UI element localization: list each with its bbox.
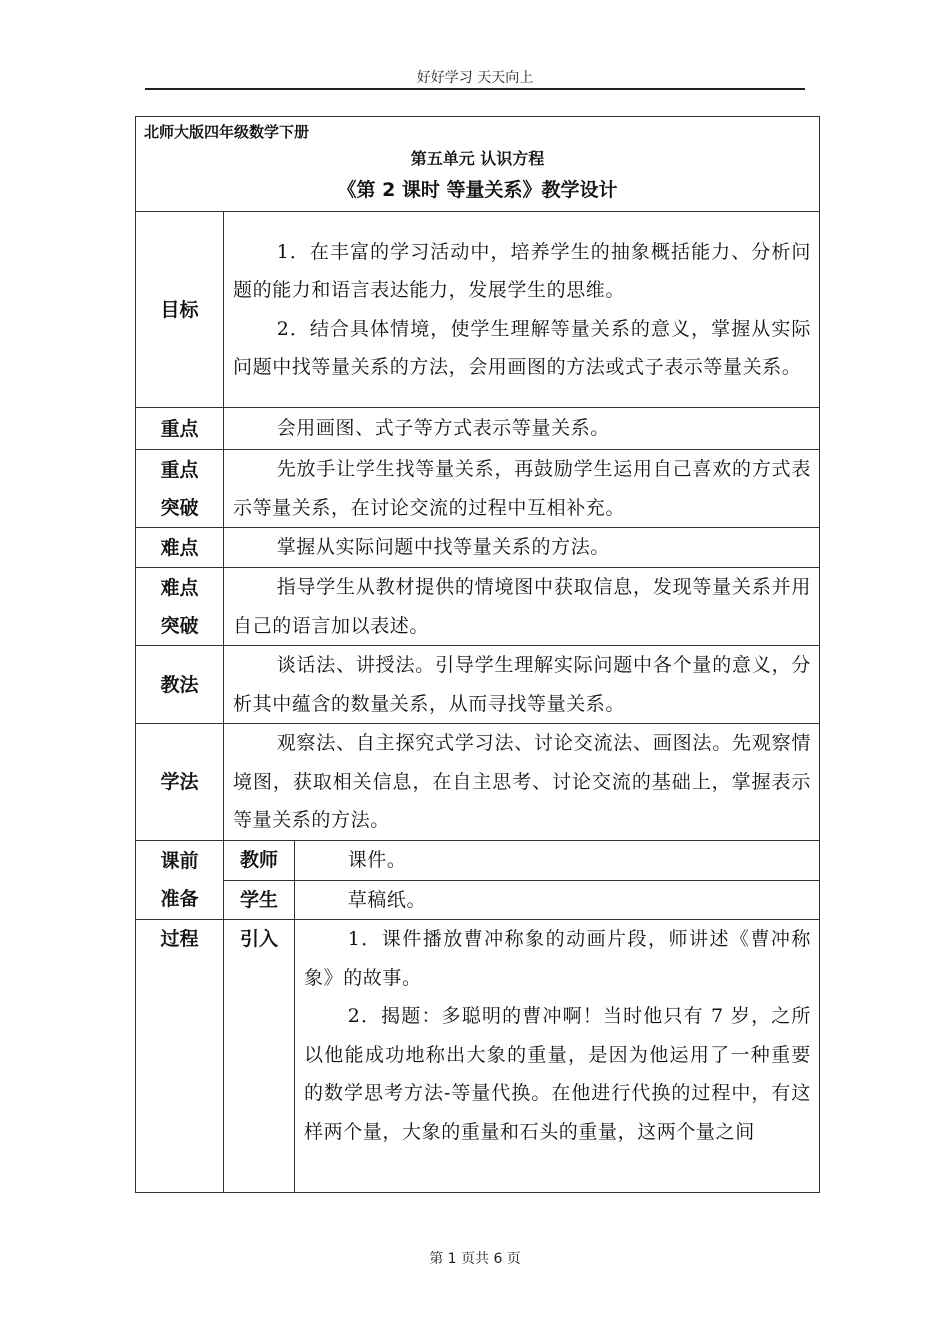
key-breakthrough-label — [136, 450, 224, 528]
teaching-method-text: 谈话法、讲授法。引导学生理解实际问题中各个量的意义，分析其中蕴含的数量关系，从而寻找等量关系。 — [233, 654, 812, 715]
difficulty-breakthrough-row — [136, 568, 820, 646]
difficulty-breakthrough-content — [224, 568, 820, 646]
preparation-teacher-row — [136, 841, 820, 881]
process-paragraph: 2．揭题：多聪明的曹冲啊！当时他只有 7 岁，之所以他能成功地称出大象的重量，是因为他运用了一种重要的数学思考方法-等量代换。在他进行代换的过程中，有这样两个量，大象的重量和石头的重量，这两个量之间 — [304, 1005, 812, 1143]
teaching-method-row — [136, 646, 820, 724]
difficulty-content — [224, 528, 820, 568]
objective-item: 1．在丰富的学习活动中，培养学生的抽象概括能力、分析问题的能力和语言表达能力，发展学生的思维。 — [233, 240, 812, 301]
title-cell — [136, 117, 820, 212]
unit-title: 第五单元 认识方程 — [410, 149, 545, 168]
preparation-label — [136, 841, 224, 920]
teacher-content — [295, 841, 820, 881]
objectives-content — [224, 212, 820, 408]
page-header: 好好学习 天天向上 — [416, 70, 534, 86]
lesson-title: 《第 2 课时 等量关系》教学设计 — [337, 179, 618, 201]
student-text: 草稿纸。 — [347, 888, 427, 911]
key-point-row — [136, 408, 820, 450]
preparation-student-row — [136, 880, 820, 920]
process-content — [295, 920, 820, 1193]
teaching-method-content — [224, 646, 820, 724]
student-label: 学生 — [224, 880, 295, 920]
label-line: 准备 — [160, 888, 199, 910]
stage-label: 引入 — [224, 920, 295, 1193]
learning-method-label: 学法 — [136, 724, 224, 841]
difficulty-row — [136, 528, 820, 568]
teacher-label: 教师 — [224, 841, 295, 881]
lesson-plan-table — [135, 116, 820, 1193]
title-row — [136, 117, 820, 212]
teacher-text: 课件。 — [347, 849, 407, 871]
page-footer: 第 1 页共 6 页 — [429, 1251, 521, 1267]
key-point-content — [224, 408, 820, 450]
key-breakthrough-row — [136, 450, 820, 528]
learning-method-row — [136, 724, 820, 841]
label-line: 突破 — [160, 614, 199, 637]
label-line: 重点 — [160, 458, 199, 481]
process-label: 过程 — [136, 920, 224, 1193]
learning-method-text: 观察法、自主探究式学习法、讨论交流法、画图法。先观察情境图，获取相关信息，在自主思考、讨论交流的基础上，掌握表示等量关系的方法。 — [233, 732, 812, 832]
publisher-title: 北师大版四年级数学下册 — [144, 123, 310, 141]
difficulty-breakthrough-label — [136, 568, 224, 646]
label-line: 课前 — [160, 850, 199, 872]
key-point-text: 会用画图、式子等方式表示等量关系。 — [276, 417, 610, 440]
student-content — [295, 880, 820, 920]
header-rule — [145, 88, 805, 90]
process-paragraph: 1．课件播放曹冲称象的动画片段，师讲述《曹冲称象》的故事。 — [304, 928, 812, 989]
difficulty-label: 难点 — [136, 528, 224, 568]
label-line: 难点 — [160, 576, 199, 599]
label-line: 突破 — [160, 496, 199, 519]
key-breakthrough-content — [224, 450, 820, 528]
objectives-row — [136, 212, 820, 408]
difficulty-text: 掌握从实际问题中找等量关系的方法。 — [276, 536, 610, 559]
process-row — [136, 920, 820, 1193]
objective-item: 2．结合具体情境，使学生理解等量关系的意义，掌握从实际问题中找等量关系的方法，会用画图的方法或式子表示等量关系。 — [233, 317, 812, 378]
teaching-method-label: 教法 — [136, 646, 224, 724]
key-point-label: 重点 — [136, 408, 224, 450]
objectives-label: 目标 — [136, 212, 224, 408]
key-breakthrough-text: 先放手让学生找等量关系，再鼓励学生运用自己喜欢的方式表示等量关系，在讨论交流的过程中互相补充。 — [233, 458, 812, 519]
learning-method-content — [224, 724, 820, 841]
difficulty-breakthrough-text: 指导学生从教材提供的情境图中获取信息，发现等量关系并用自己的语言加以表述。 — [233, 576, 812, 637]
